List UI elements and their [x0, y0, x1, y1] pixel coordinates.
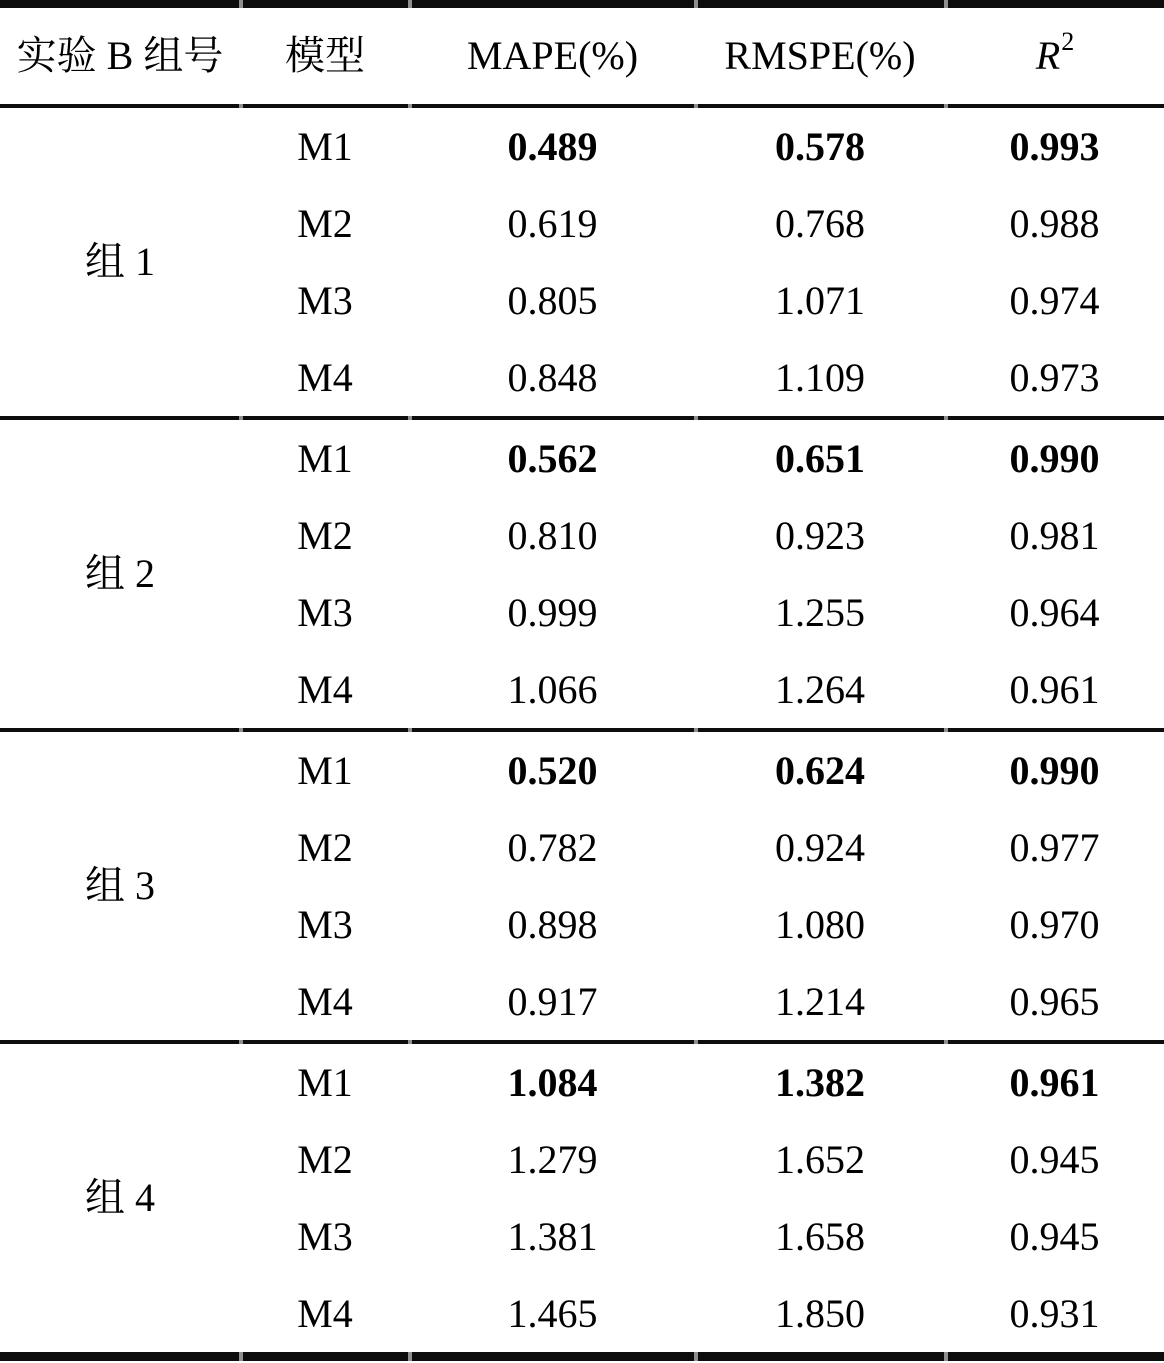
- cell-model: M3: [297, 901, 353, 947]
- cell-r-squared: 0.945: [1009, 1136, 1100, 1182]
- cell-r-squared: 0.993: [1009, 123, 1100, 169]
- cell-rmspe: 1.214: [775, 978, 865, 1024]
- cell-mape: 0.810: [507, 512, 598, 558]
- cell-model: M4: [297, 354, 353, 400]
- cell-rmspe: 0.923: [775, 512, 865, 558]
- cell-rmspe: 1.255: [775, 589, 865, 635]
- group-label: 组 2: [85, 551, 155, 596]
- cell-mape: 0.848: [507, 354, 598, 400]
- cell-model: M1: [297, 747, 353, 793]
- cell-r-squared: 0.970: [1009, 901, 1100, 947]
- cell-mape: 1.066: [507, 666, 598, 712]
- cell-mape: 0.805: [507, 277, 598, 323]
- cell-mape: 1.084: [507, 1059, 598, 1105]
- group-section-3: [0, 732, 1164, 1040]
- cell-rmspe: 1.071: [775, 277, 865, 323]
- cell-r-squared: 0.961: [1009, 1059, 1100, 1105]
- cell-r-squared: 0.974: [1009, 277, 1100, 323]
- cell-model: M2: [297, 824, 353, 870]
- cell-rmspe: 0.651: [775, 435, 865, 481]
- table-header-row: [0, 8, 1164, 104]
- cell-mape: 1.381: [507, 1213, 598, 1259]
- cell-mape: 0.917: [507, 978, 598, 1024]
- cell-r-squared: 0.961: [1009, 666, 1100, 712]
- column-header-group-no: 实验 B 组号: [16, 33, 224, 78]
- column-header-r-squared: R $^2$: [1035, 27, 1075, 78]
- cell-rmspe: 0.624: [775, 747, 865, 793]
- cell-rmspe: 1.658: [775, 1213, 865, 1259]
- cell-model: M1: [297, 435, 353, 481]
- cell-mape: 0.489: [507, 123, 598, 169]
- cell-mape: 0.999: [507, 589, 598, 635]
- cell-mape: 0.520: [507, 747, 598, 793]
- cell-mape: 1.465: [507, 1290, 598, 1336]
- r-squared-base: R: [1035, 33, 1061, 78]
- cell-mape: 0.782: [507, 824, 598, 870]
- cell-rmspe: 1.264: [775, 666, 865, 712]
- cell-rmspe: 1.652: [775, 1136, 865, 1182]
- column-header-model: 模型: [285, 33, 365, 78]
- cell-rmspe: 1.850: [775, 1290, 865, 1336]
- cell-model: M3: [297, 589, 353, 635]
- group-label: 组 4: [85, 1175, 155, 1220]
- group-section-4: [0, 1044, 1164, 1352]
- cell-r-squared: 0.945: [1009, 1213, 1100, 1259]
- cell-r-squared: 0.988: [1009, 200, 1100, 246]
- cell-r-squared: 0.973: [1009, 354, 1100, 400]
- table-top-border: [0, 0, 1164, 8]
- column-header-mape: MAPE(%): [466, 33, 639, 78]
- column-header-rmspe: RMSPE(%): [724, 33, 916, 78]
- cell-model: M2: [297, 512, 353, 558]
- cell-rmspe: 0.768: [775, 200, 865, 246]
- cell-model: M4: [297, 978, 353, 1024]
- group-label: 组 1: [85, 239, 155, 284]
- cell-r-squared: 0.990: [1009, 747, 1100, 793]
- cell-r-squared: 0.965: [1009, 978, 1100, 1024]
- cell-mape: 0.562: [507, 435, 598, 481]
- cell-mape: 0.898: [507, 901, 598, 947]
- cell-model: M4: [297, 666, 353, 712]
- cell-model: M1: [297, 1059, 353, 1105]
- cell-rmspe: 1.382: [775, 1059, 865, 1105]
- group-section-1: [0, 108, 1164, 416]
- cell-r-squared: 0.977: [1009, 824, 1100, 870]
- cell-model: M2: [297, 200, 353, 246]
- cell-model: M3: [297, 277, 353, 323]
- cell-r-squared: 0.964: [1009, 589, 1100, 635]
- table-bottom-border: [0, 1352, 1164, 1361]
- cell-r-squared: 0.981: [1009, 512, 1100, 558]
- cell-r-squared: 0.990: [1009, 435, 1100, 481]
- cell-rmspe: 0.924: [775, 824, 865, 870]
- cell-rmspe: 1.080: [775, 901, 865, 947]
- cell-r-squared: 0.931: [1009, 1290, 1100, 1336]
- cell-model: M4: [297, 1290, 353, 1336]
- cell-model: M2: [297, 1136, 353, 1182]
- group-label: 组 3: [85, 863, 155, 908]
- cell-model: M1: [297, 123, 353, 169]
- group-section-2: [0, 420, 1164, 728]
- cell-mape: 1.279: [507, 1136, 598, 1182]
- cell-rmspe: 1.109: [775, 354, 865, 400]
- cell-rmspe: 0.578: [775, 123, 865, 169]
- cell-mape: 0.619: [507, 200, 598, 246]
- cell-model: M3: [297, 1213, 353, 1259]
